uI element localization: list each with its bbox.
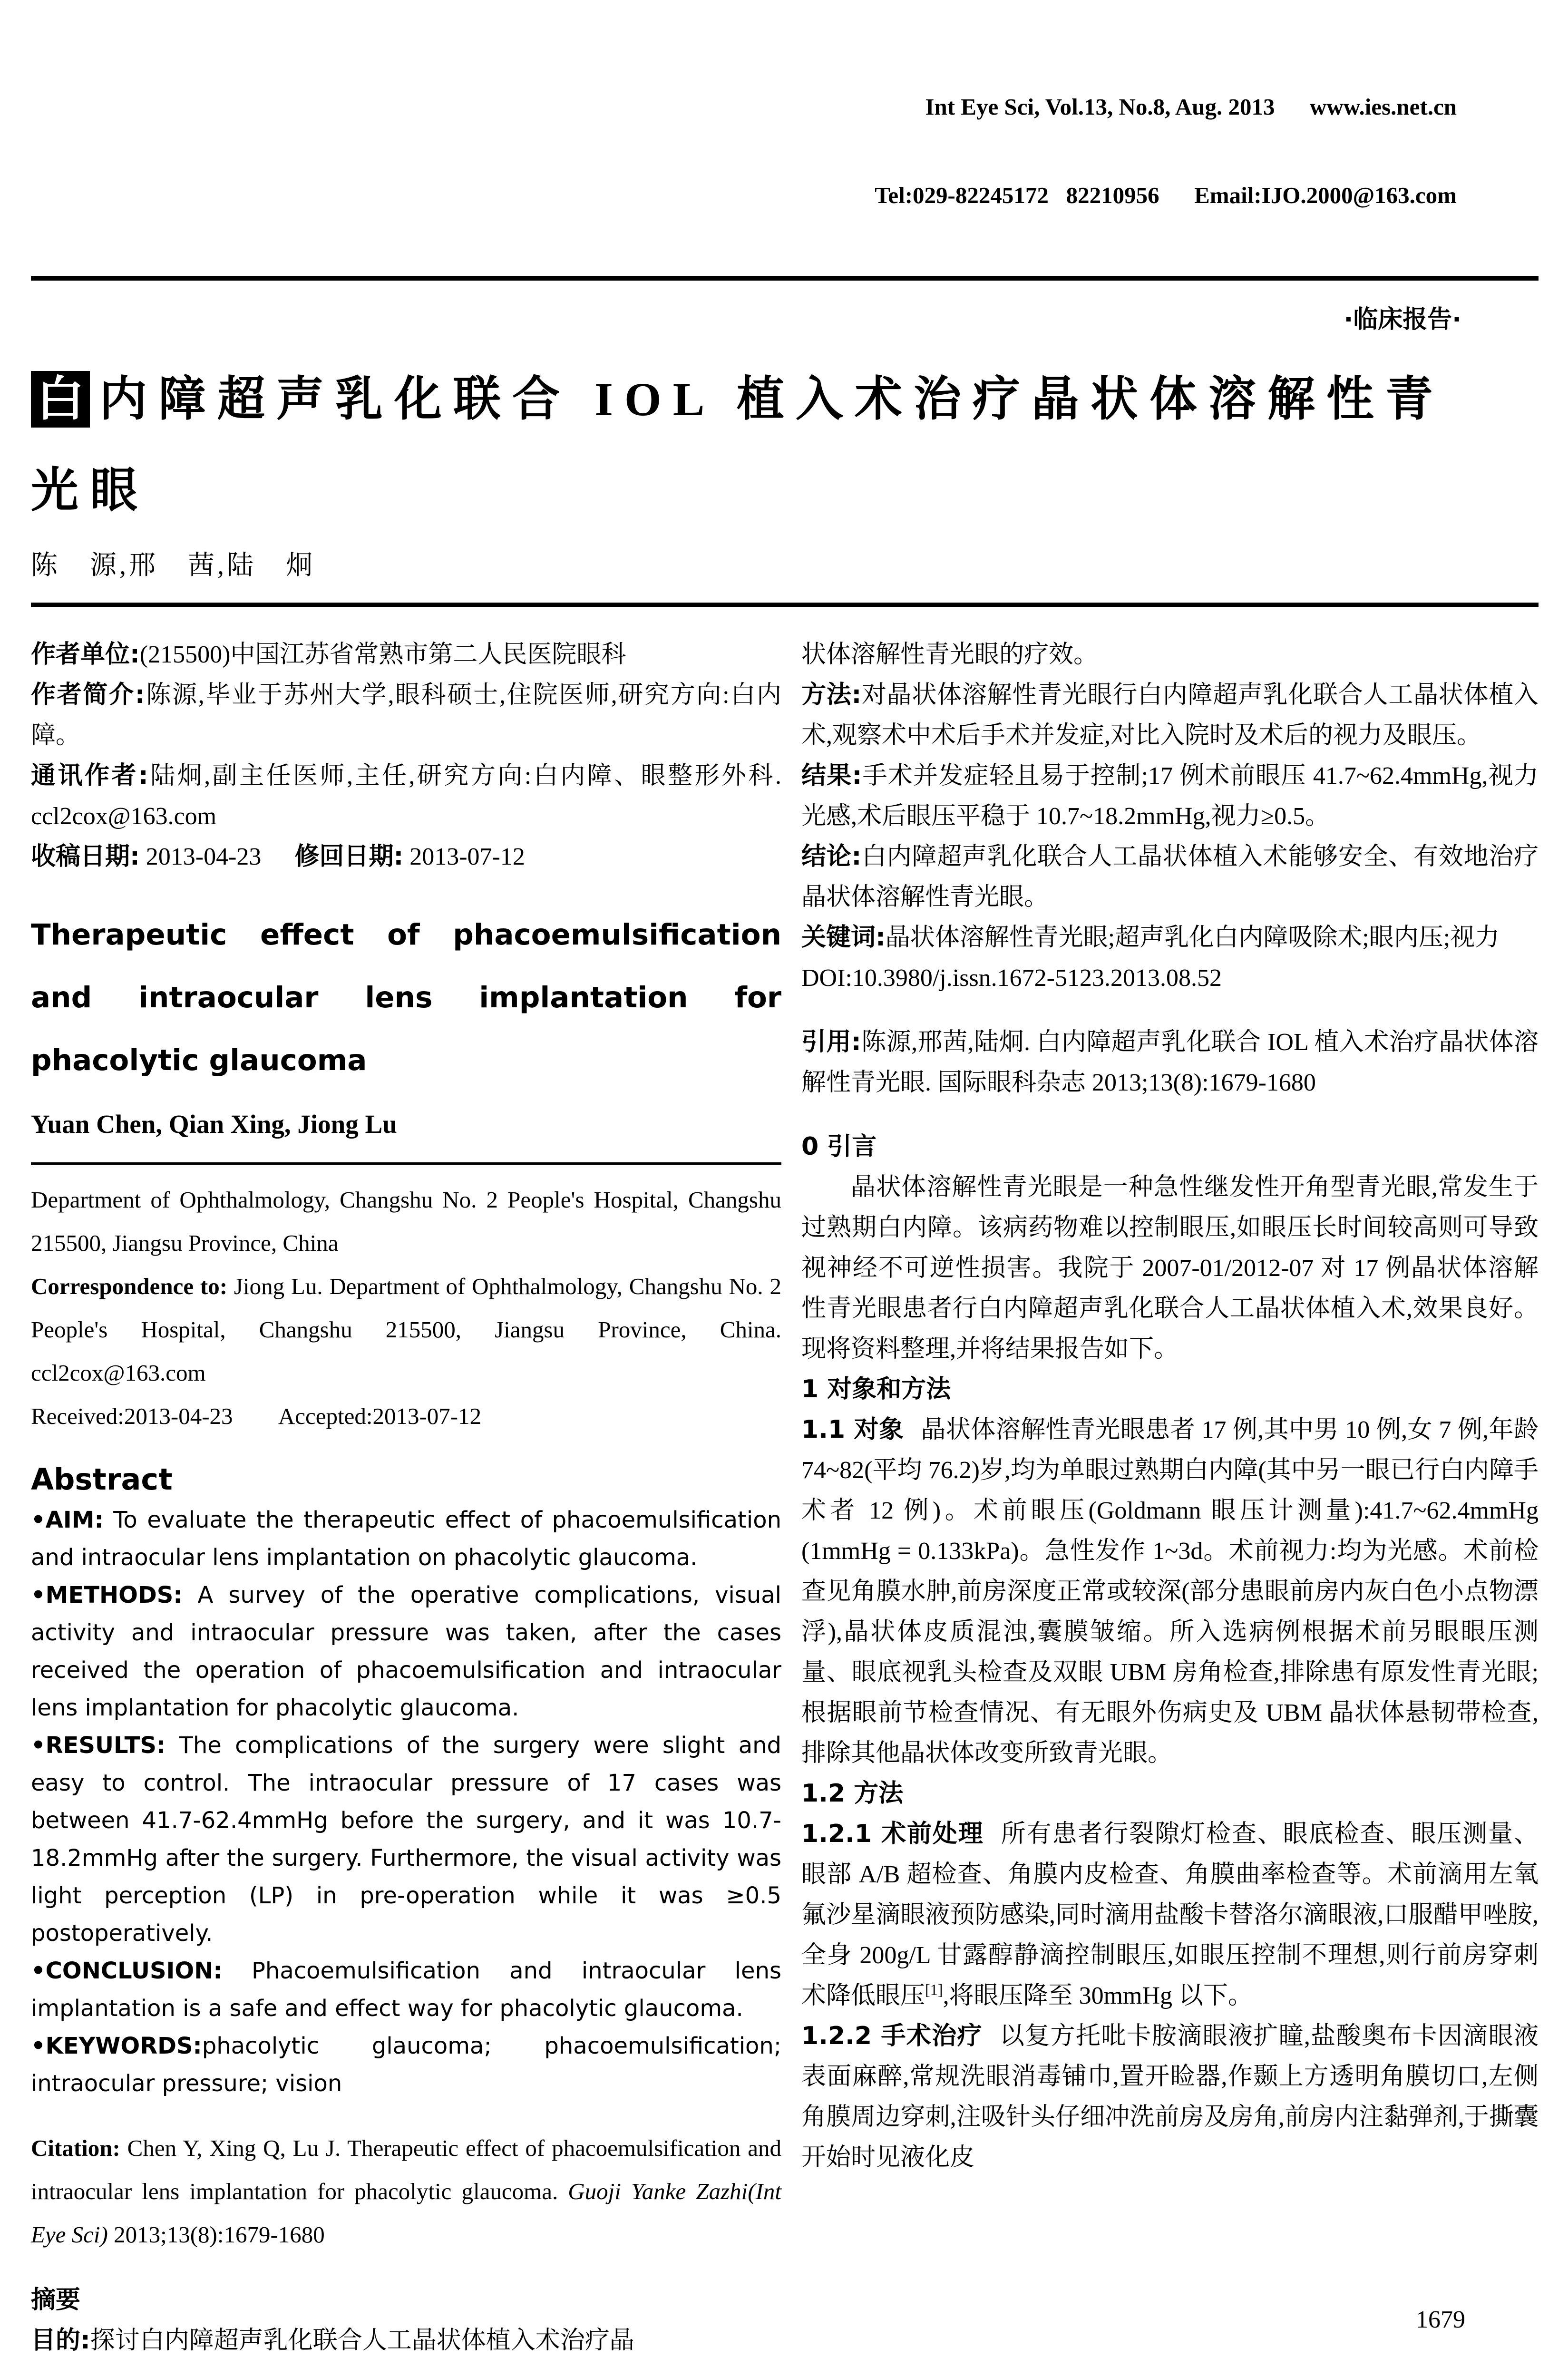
conclusion-cn-label: 结论: bbox=[801, 842, 862, 871]
title-line2: 光眼 bbox=[31, 464, 149, 517]
section1-2-1-text1: 所有患者行裂隙灯检查、眼底检查、眼压测量、眼部 A/B 超检查、角膜内皮检查、角膜曲率检查等。术前滴用左氧氟沙星滴眼液预防感染,同时滴用盐酸卡替洛尔滴眼液,口服醋甲唑胺,全身 200g/L 甘露醇静滴控制眼压,如眼压控制不理想,则行前房穿刺术降低眼压 bbox=[801, 1821, 1539, 2009]
reference-superscript: [1] bbox=[925, 1981, 943, 1998]
abstract-aim-label: •AIM: bbox=[31, 1507, 104, 1533]
objective-cn-label: 目的: bbox=[31, 2326, 90, 2355]
author-bio-label: 作者简介: bbox=[31, 681, 145, 709]
section0-heading: 0 引言 bbox=[801, 1132, 877, 1161]
abstract-results-label: •RESULTS: bbox=[31, 1732, 166, 1759]
conclusion-cn bbox=[801, 837, 1539, 917]
abstract-cn-heading: 摘要 bbox=[31, 2286, 81, 2314]
dates-cn bbox=[31, 837, 781, 877]
doi-line: DOI:10.3980/j.issn.1672-5123.2013.08.52 bbox=[801, 964, 1222, 992]
header-rule bbox=[31, 276, 1539, 281]
received-date-label: 收稿日期: bbox=[31, 842, 140, 871]
section1-2-2-paragraph bbox=[801, 2016, 1539, 2178]
citation-en bbox=[31, 2126, 781, 2256]
correspondence-en-text: Jiong Lu. Department of Ophthalmology, Changshu No. 2 People's Hospital, Changshu 215500, Jiangsu Province, China. ccl2cox@163.com bbox=[31, 1273, 782, 1386]
methods-cn-text: 对晶状体溶解性青光眼行白内障超声乳化联合人工晶状体植入术,观察术中术后手术并发症,对比入院时及术后的视力及眼压。 bbox=[801, 682, 1539, 749]
journal-contact-line: Tel:029-82245172 82210956 Email:IJO.2000@163.com bbox=[875, 182, 1457, 208]
abstract-keywords-text: phacolytic glaucoma; phacoemulsification; intraocular pressure; vision bbox=[31, 2033, 781, 2097]
abstract-methods-label: •METHODS: bbox=[31, 1582, 183, 1608]
abstract-methods bbox=[31, 1577, 781, 1727]
authors-cn: 陈 源,邢 茜,陆 炯 bbox=[31, 551, 315, 580]
keywords-cn-text: 晶状体溶解性青光眼;超声乳化白内障吸除术;眼内压;视力 bbox=[885, 924, 1500, 951]
journal-info-line: Int Eye Sci, Vol.13, No.8, Aug. 2013 www.ies.net.cn bbox=[925, 94, 1457, 120]
author-affiliation-label: 作者单位: bbox=[31, 640, 140, 669]
section1-2-1-text2: ,将眼压降至 30mmHg 以下。 bbox=[943, 1982, 1253, 2009]
section1-2-2-text: 以复方托吡卡胺滴眼液扩瞳,盐酸奥布卡因滴眼液表面麻醉,常规洗眼消毒铺巾,置开睑器,作颞上方透明角膜切口,左侧角膜周边穿刺,注吸针头仔细冲洗前房及房角,前房内注黏弹剂,于撕囊开始时见液化皮 bbox=[801, 2023, 1539, 2171]
keywords-cn bbox=[801, 917, 1539, 958]
citation-en-text2: 2013;13(8):1679-1680 bbox=[107, 2221, 325, 2248]
abstract-conclusion bbox=[31, 1952, 781, 2027]
methods-cn-label: 方法: bbox=[801, 681, 862, 709]
abstract-conclusion-label: •CONCLUSION: bbox=[31, 1958, 223, 1984]
author-bio bbox=[31, 675, 781, 756]
citation-cn-text: 陈源,邢茜,陆炯. 白内障超声乳化联合 IOL 植入术治疗晶状体溶解性青光眼. 国际眼科杂志 2013;13(8):1679-1680 bbox=[801, 1029, 1539, 1096]
abstract-heading: Abstract bbox=[31, 1462, 173, 1497]
dates-en: Received:2013-04-23 Accepted:2013-07-12 bbox=[31, 1403, 482, 1429]
citation-en-journal: Guoji Yanke Zazhi(Int Eye Sci) bbox=[31, 2178, 781, 2248]
page-number: 1679 bbox=[1416, 2306, 1465, 2333]
correspondence-en bbox=[31, 1265, 781, 1394]
citation-en-text1: Chen Y, Xing Q, Lu J. Therapeutic effect of phacoemulsification and intraocular lens implantation for phacolytic glaucoma. bbox=[31, 2135, 781, 2204]
author-bio-text: 陈源,毕业于苏州大学,眼科硕士,住院医师,研究方向:白内障。 bbox=[31, 682, 781, 749]
abstract-conclusion-text: Phacoemulsification and intraocular lens implantation is a safe and effect way for phacolytic glaucoma. bbox=[31, 1958, 781, 2022]
abstract-keywords-label: •KEYWORDS: bbox=[31, 2033, 202, 2059]
section-tag: ·临床报告· bbox=[1344, 305, 1461, 334]
methods-cn bbox=[801, 675, 1539, 756]
citation-cn bbox=[801, 1022, 1539, 1103]
authors-en: Yuan Chen, Qian Xing, Jiong Lu bbox=[31, 1110, 397, 1139]
citation-cn-label: 引用: bbox=[801, 1028, 861, 1056]
abstract-aim-text: To evaluate the therapeutic effect of phacoemulsification and intraocular lens implantation on phacolytic glaucoma. bbox=[31, 1507, 781, 1571]
corresponding-author-cn-label: 通讯作者: bbox=[31, 761, 148, 790]
affiliation-rule bbox=[31, 1162, 781, 1165]
page-header bbox=[31, 33, 1539, 269]
affiliation-en: Department of Ophthalmology, Changshu No. 2 People's Hospital, Changshu 215500, Jiangsu Province, China bbox=[31, 1187, 781, 1256]
left-column bbox=[31, 634, 781, 2361]
corresponding-author-cn bbox=[31, 756, 781, 837]
author-affiliation-text: (215500)中国江苏省常熟市第二人民医院眼科 bbox=[139, 641, 626, 668]
results-cn bbox=[801, 756, 1539, 837]
abstract-keywords bbox=[31, 2027, 781, 2103]
abstract-results bbox=[31, 1727, 781, 1952]
section1-2-2-label: 1.2.2 手术治疗 bbox=[801, 2022, 983, 2050]
inverted-title-char: 白 bbox=[31, 371, 90, 428]
results-cn-label: 结果: bbox=[801, 761, 862, 790]
abstract-aim bbox=[31, 1501, 781, 1577]
right-column bbox=[801, 634, 1539, 2361]
objective-cn-text: 探讨白内障超声乳化联合人工晶状体植入术治疗晶 bbox=[90, 2327, 634, 2354]
section1-1-text: 晶状体溶解性青光眼患者 17 例,其中男 10 例,女 7 例,年龄 74~82(平均 76.2)岁,均为单眼过熟期白内障(其中另一眼已行白内障手术者 12 例)。术前眼压(Goldmann 眼压计测量):41.7~62.4mmHg (1mmHg = 0.133kPa)。急性发作 1~3d。术前视力:均为光感。术前检查见角膜水肿,前房深度正常或较深(部分患眼前房内灰白色小点物漂浮),晶状体皮质混浊,囊膜皱缩。所入选病例根据术前另眼眼压测量、眼底视乳头检查及双眼 UBM 房角检查,排除患有原发性青光眼;根据眼前节检查情况、有无眼外伤病史及 UBM 晶状体悬韧带检查,排除其他晶状体改变所致青光眼。 bbox=[801, 1416, 1539, 1767]
authors-rule bbox=[31, 603, 1539, 607]
article-title-en: Therapeutic effect of phacoemulsification and intraocular lens implantation for phacolytic glaucoma bbox=[31, 918, 781, 1077]
abstract-results-text: The complications of the surgery were slight and easy to control. The intraocular pressure of 17 cases was between 41.7-62.4mmHg before the surgery, and it was 10.7-18.2mmHg after the surgery. Furthermore, the visual activity was light perception (LP) in pre-operation while it was ≥0.5 postoperatively. bbox=[31, 1732, 781, 1947]
results-cn-text: 手术并发症轻且易于控制;17 例术前眼压 41.7~62.4mmHg,视力光感,术后眼压平稳于 10.7~18.2mmHg,视力≥0.5。 bbox=[801, 762, 1539, 830]
article-title-cn bbox=[31, 354, 1539, 536]
section0-paragraph: 晶状体溶解性青光眼是一种急性继发性开角型青光眼,常发生于过熟期白内障。该病药物难以控制眼压,如眼压长时间较高则可导致视神经不可逆性损害。我院于 2007-01/2012-07 对 17 例晶状体溶解性青光眼患者行白内障超声乳化联合人工晶状体植入术,效果良好。现将资料整理,并将结果报告如下。 bbox=[801, 1174, 1539, 1363]
section1-1-label: 1.1 对象 bbox=[801, 1415, 904, 1444]
objective-cn-continued: 状体溶解性青光眼的疗效。 bbox=[801, 641, 1099, 668]
corresponding-author-cn-text: 陆炯,副主任医师,主任,研究方向:白内障、眼整形外科. ccl2cox@163.com bbox=[31, 762, 781, 830]
revised-date-value: 2013-07-12 bbox=[403, 843, 525, 870]
correspondence-en-label: Correspondence to: bbox=[31, 1273, 228, 1299]
title-line1: 内障超声乳化联合 IOL 植入术治疗晶状体溶解性青 bbox=[99, 373, 1444, 426]
conclusion-cn-text: 白内障超声乳化联合人工晶状体植入术能够安全、有效地治疗晶状体溶解性青光眼。 bbox=[801, 843, 1539, 911]
received-date-value: 2013-04-23 bbox=[139, 843, 262, 870]
section1-2-heading: 1.2 方法 bbox=[801, 1779, 904, 1808]
citation-en-label: Citation: bbox=[31, 2135, 120, 2161]
section1-1-paragraph bbox=[801, 1410, 1539, 1773]
two-column-body bbox=[31, 634, 1539, 2361]
revised-date-label: 修回日期: bbox=[294, 842, 404, 871]
author-affiliation bbox=[31, 634, 781, 675]
section1-2-1-paragraph bbox=[801, 1814, 1539, 2016]
section1-2-1-label: 1.2.1 术前处理 bbox=[801, 1820, 984, 1848]
keywords-cn-label: 关键词: bbox=[801, 923, 886, 952]
abstract-methods-text: A survey of the operative complications, visual activity and intraocular pressure was taken, after the cases received the operation of phacoemulsification and intraocular lens implantation for phacolytic glaucoma. bbox=[31, 1582, 781, 1721]
section1-heading: 1 对象和方法 bbox=[801, 1375, 951, 1403]
objective-cn bbox=[31, 2320, 781, 2361]
